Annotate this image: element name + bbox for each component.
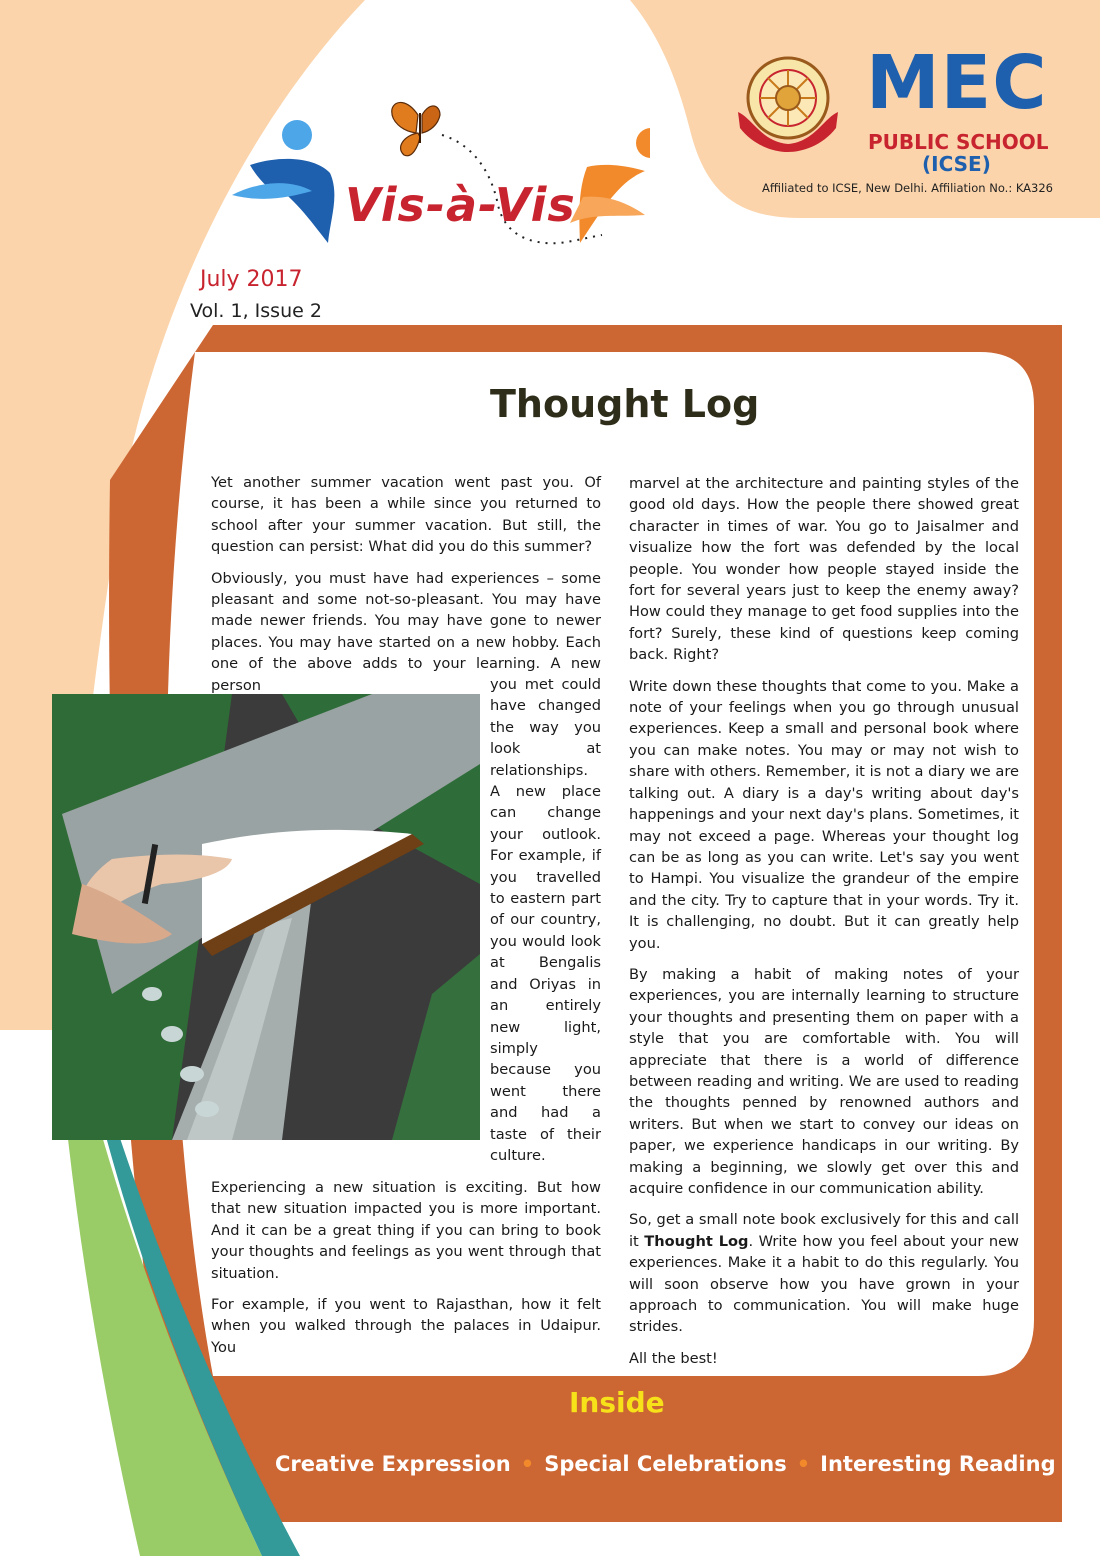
text-run: So, get a small note book exclusively for this and call it xyxy=(629,1211,1019,1250)
inside-heading: Inside xyxy=(569,1386,665,1419)
school-crest-icon xyxy=(732,48,844,152)
affiliation-text: Affiliated to ICSE, New Delhi. Affiliation No.: KA326 xyxy=(762,181,1054,195)
paragraph: For example, if you went to Rajasthan, how it felt when you walked through the palaces in Udaipur. You xyxy=(211,1296,601,1356)
article-title: Thought Log xyxy=(490,382,760,426)
orange-figure-icon xyxy=(570,128,650,243)
thought-log-emphasis: Thought Log xyxy=(644,1232,749,1250)
text-run: . Write how you feel about your new experiences. Make it a habit to do this regularly. You will soon observe how you have grown in your approach to communication. You will make huge strides. xyxy=(629,1232,1019,1336)
right-column xyxy=(629,473,1019,1379)
closing-line: All the best! xyxy=(629,1349,718,1367)
butterfly-icon xyxy=(392,102,440,155)
left-column-bottom xyxy=(211,1177,601,1368)
float-text-column: you met could have changed the way you look at relationships. A new place can change your outlook. For example, if you travelled to eastern part of our country, you would look at Bengalis and Oriyas in an entirely new light, simply because you went there and had a taste of their culture. xyxy=(490,676,601,1164)
inside-item-special-celebrations: Special Celebrations xyxy=(544,1452,787,1476)
inside-item-interesting-reading: Interesting Reading xyxy=(820,1452,1056,1476)
inside-item-creative-expression: Creative Expression xyxy=(275,1452,511,1476)
writing-notebook-photo xyxy=(52,694,480,1140)
issue-volume: Vol. 1, Issue 2 xyxy=(190,300,322,322)
paragraph: marvel at the architecture and painting styles of the good old days. How the people there showed great character in times of war. You go to Jaisalmer and visualize how the fort was defended by the local people. You wonder how people stayed inside the fort for several years just to keep the enemy away? How could they manage to get food supplies into the fort? Surely, these kind of questions keep coming back. Right? xyxy=(629,475,1019,664)
school-subtitle: PUBLIC SCHOOL xyxy=(868,130,1049,154)
paragraph: By making a habit of making notes of your experiences, you are internally learning to structure your thoughts and presenting them on paper with a style that you are comfortable with. You will appreciate that there is a world of difference between reading and writing. We are used to reading the thoughts penned by renowned authors and writers. But when we start to convey our ideas on paper, we experience handicaps in our writing. By making a beginning, we slowly get over this and acquire confidence in our communication ability. xyxy=(629,965,1019,1197)
bullet-separator: • xyxy=(520,1452,535,1476)
school-name: MEC xyxy=(866,40,1048,126)
inside-contents xyxy=(275,1452,1056,1476)
paragraph xyxy=(629,1209,1019,1337)
paragraph: Experiencing a new situation is exciting. But how that new situation impacted you is more important. And it can be a great thing if you can bring to book your thoughts and feelings as you went through that situation. xyxy=(211,1179,601,1282)
blue-figure-icon xyxy=(232,120,334,243)
left-column-top xyxy=(211,472,601,706)
school-board: (ICSE) xyxy=(922,152,991,176)
newsletter-title: Vis-à-Vis xyxy=(345,178,576,232)
paragraph: Write down these thoughts that come to you. Make a note of your feelings when you go through unusual experiences. Keep a small and personal book where you can make notes. You may or may not wish to share with others. Remember, it is not a diary we are talking out. A diary is a day's writing about day's happenings and your next day's plans. Sometimes, it may not exceed a page. Whereas your thought log can be as long as you can write. Let's say you went to Hampi. You visualize the grandeur of the empire and the city. Try to capture that in your words. Try it. It is challenging, no doubt. But it can greatly help you. xyxy=(629,677,1019,952)
bullet-separator: • xyxy=(796,1452,811,1476)
paragraph: Yet another summer vacation went past you. Of course, it has been a while since you returned to school after your summer vacation. But still, the question can persist: What did you do this summer? xyxy=(211,474,601,556)
paragraph: Obviously, you must have had experiences – some pleasant and some not-so-pleasant. You may have made newer friends. You may have gone to newer places. You may have started on a new hobby. Each one of the above adds to your learning. A new person xyxy=(211,569,601,694)
issue-date: July 2017 xyxy=(200,267,303,292)
